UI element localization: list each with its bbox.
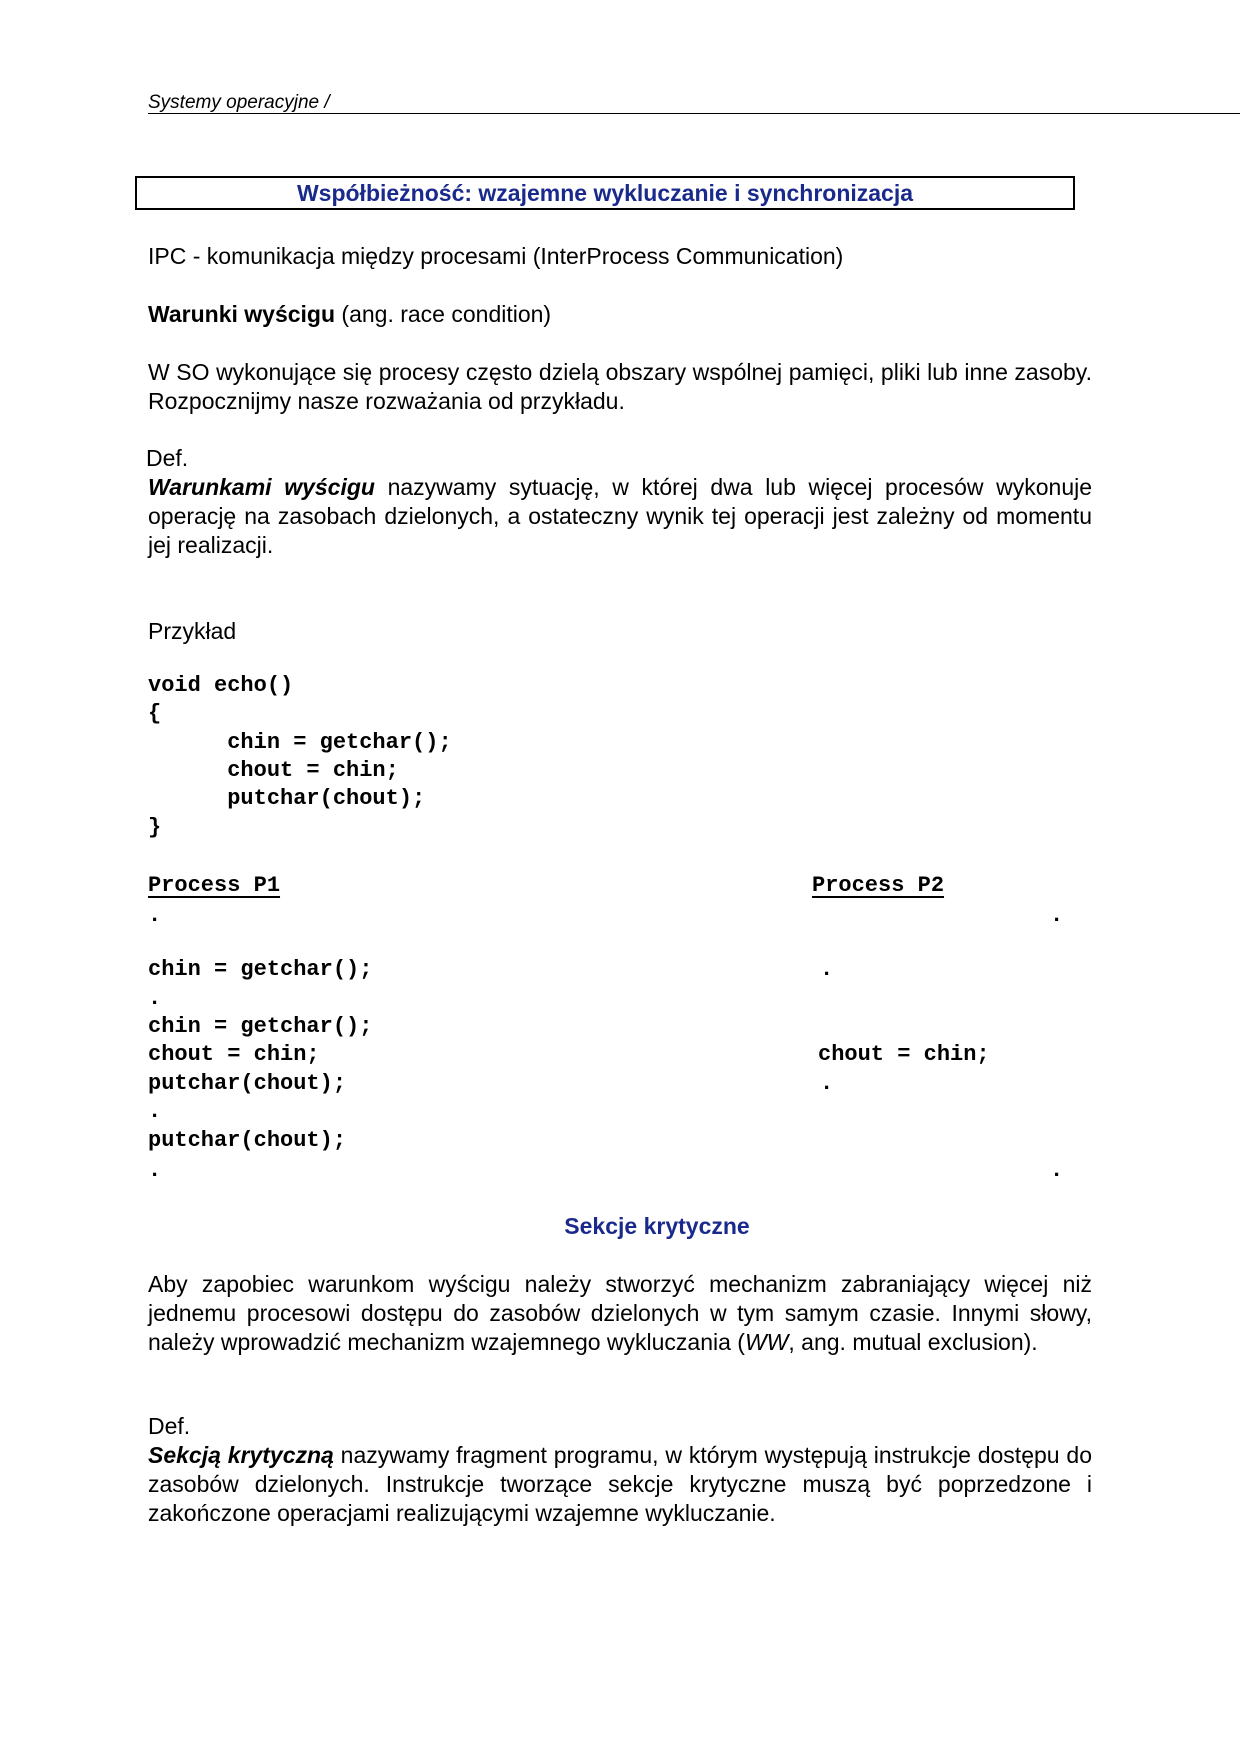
page-header: Systemy operacyjne / [148,92,330,113]
example-label: Przykład [148,618,237,644]
p1-dot-1: . [148,903,162,928]
def1-text: nazywamy sytuację, w której dwa lub więcej procesów wykonuje operację na zasobach dzielonych, a ostateczny wynik tej operacji jest zależny od momentu jej realizacji. [148,474,1093,558]
intro-paragraph: W SO wykonujące się procesy często dzielą obszary wspólnej pamięci, pliki lub inne zasoby. Rozpocznijmy nasze rozważania od przykładu. [148,359,1092,414]
p1-assign: chout = chin; [148,1042,320,1067]
code-line-1: void echo() [148,673,294,698]
def2-paragraph [148,1441,1092,1528]
def2-term: Sekcją krytyczną [148,1442,334,1468]
p2-dot-3: . [820,1071,834,1096]
p1-dot-4: . [148,1158,162,1183]
p2-assign: chout = chin; [818,1042,990,1067]
ipc-definition: - komunikacja między procesami (InterProcess Communication) [186,243,844,269]
p1-putchar-2: putchar(chout); [148,1128,347,1153]
p2-dot-1: . [1050,903,1064,928]
critical-section-heading: Sekcje krytyczne [564,1213,750,1239]
p1-dot-2: . [148,986,162,1011]
ipc-term: IPC [148,243,187,269]
critical-paragraph [148,1270,1092,1357]
ww-abbreviation: WW [744,1329,789,1355]
ipc-line [148,242,843,271]
def1-label: Def. [146,445,189,471]
race-heading-bold: Warunki wyścigu [148,301,336,327]
code-line-2: { [148,701,162,726]
process-p2-header: Process P2 [812,873,945,898]
document-title: Współbieżność: wzajemne wykluczanie i synchronizacja [135,176,1075,210]
header-rule [148,113,1240,114]
process-p1-header: Process P1 [148,873,281,898]
p1-dot-3: . [148,1099,162,1124]
code-line-6: } [148,815,162,840]
p2-dot-4: . [1050,1158,1064,1183]
def1-term: Warunkami wyścigu [148,474,375,500]
def2-text: nazywamy fragment programu, w którym występują instrukcje dostępu do zasobów dzielonych. Instrukcje tworzące sekcje krytyczne muszą być poprzedzone i zakończone operacjami realizującymi wzajemne wykluczanie. [148,1442,1092,1526]
critical-paragraph-part1: Aby zapobiec warunkom wyścigu należy stworzyć mechanizm zabraniający więcej niż jednemu procesowi dostępu do zasobów dzielonych w tym samym czasie. Innymi słowy, należy wprowadzić mechanizm wzajemnego wykluczania ( [148,1271,1092,1355]
def1-paragraph [148,473,1092,560]
def2-label: Def. [148,1413,191,1439]
code-line-5: putchar(chout); [148,786,426,811]
race-heading-rest: (ang. race condition) [335,301,552,327]
p2-dot-2: . [820,957,834,982]
code-line-3: chin = getchar(); [148,730,452,755]
critical-paragraph-part2: , ang. mutual exclusion). [788,1329,1038,1355]
race-heading [148,300,551,329]
code-line-4: chout = chin; [148,758,399,783]
p1-putchar-1: putchar(chout); [148,1071,347,1096]
p1-getchar-2: chin = getchar(); [148,1014,373,1039]
p1-getchar-1: chin = getchar(); [148,957,373,982]
